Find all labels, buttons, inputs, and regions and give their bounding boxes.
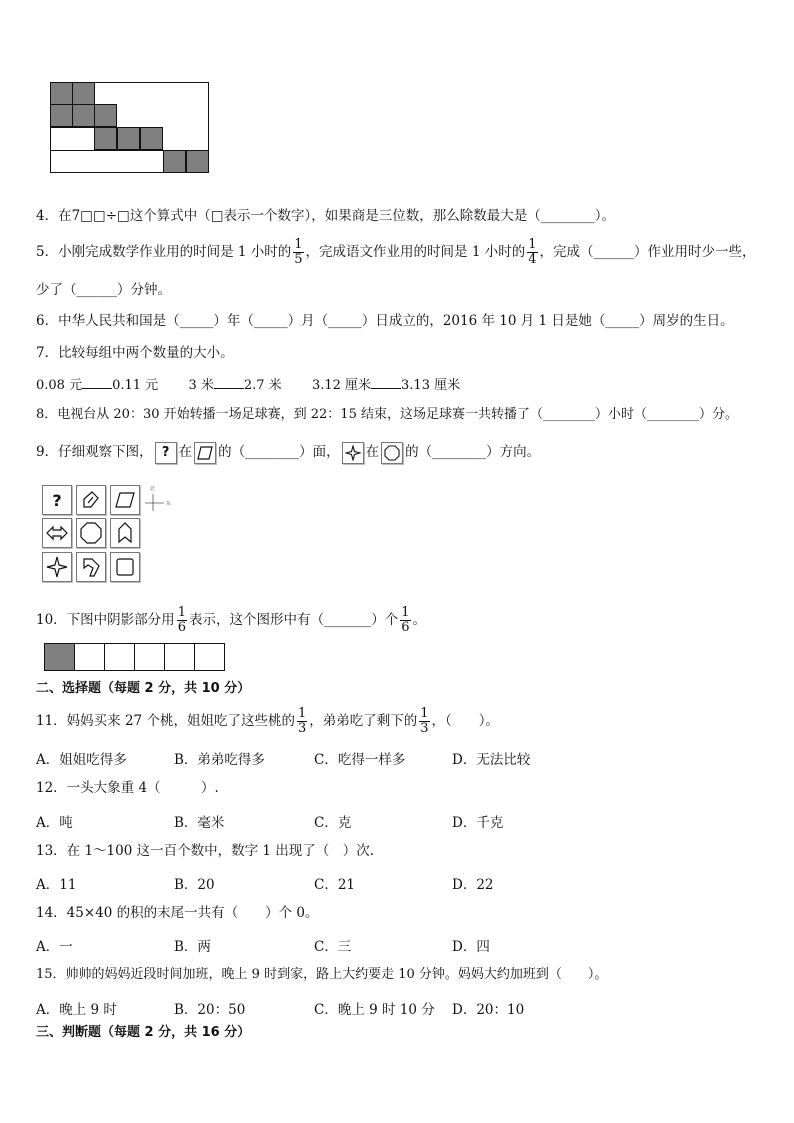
option-a[interactable]: A．吨 <box>36 815 73 831</box>
option-d[interactable]: D．22 <box>452 877 494 893</box>
option-a[interactable]: A．晚上 9 时 <box>36 1002 117 1018</box>
empty-cell <box>104 643 135 671</box>
question-15: 15．帅帅的妈妈近段时间加班，晚上 9 时到家，路上大约要走 10 分钟。妈妈大约加班到（ ）。 <box>36 967 608 982</box>
empty-cell <box>194 643 225 671</box>
option-d[interactable]: D．千克 <box>452 815 504 831</box>
bookmark-icon <box>110 518 140 548</box>
option-c[interactable]: C．晚上 9 时 10 分 <box>314 1002 435 1018</box>
option-d[interactable]: D．四 <box>452 939 490 955</box>
fraction: $\frac{1}{4}$ <box>528 237 537 267</box>
shaded-cell <box>72 104 95 127</box>
shaded-cell <box>50 82 73 105</box>
option-c[interactable]: C．吃得一样多 <box>314 752 406 768</box>
shaded-cell <box>140 127 163 150</box>
question-8: 8．电视台从 20：30 开始转播一场足球赛，到 22：15 结束，这场足球赛一共转播了（________）小时（________）分。 <box>36 407 738 422</box>
fraction: $\frac{1}{3}$ <box>297 706 307 736</box>
section-3-heading: 三、判断题（每题 2 分，共 16 分） <box>36 1025 251 1040</box>
option-b[interactable]: B．20：50 <box>174 1002 246 1018</box>
empty-cell <box>164 643 195 671</box>
fraction: $\frac{1}{6}$ <box>401 605 410 635</box>
shaded-cell <box>72 82 95 105</box>
question-7-items: 0.08 元 0.11 元 3 米 2.7 米 3.12 厘米 3.13 厘米 <box>36 375 460 395</box>
shaded-cell <box>50 104 73 127</box>
option-a[interactable]: A．姐姐吃得多 <box>36 752 127 768</box>
option-b[interactable]: B．两 <box>174 939 211 955</box>
leaf-shape-icon <box>76 485 106 515</box>
question-mark-icon: ? <box>155 442 177 464</box>
option-d[interactable]: D．20：10 <box>452 1002 525 1018</box>
question-5-line2: 少了（______）分钟。 <box>36 282 171 298</box>
question-7: 7．比较每组中两个数量的大小。 <box>36 345 234 361</box>
parallelogram-icon <box>110 485 140 515</box>
fraction: $\frac{1}{6}$ <box>177 605 186 635</box>
option-b[interactable]: B．弟弟吃得多 <box>174 752 265 768</box>
question-12: 12．一头大象重 4（ ）. <box>36 780 219 796</box>
option-d[interactable]: D．无法比较 <box>452 752 531 768</box>
option-a[interactable]: A．11 <box>36 877 77 893</box>
question-11: 11．妈妈买来 27 个桃，姐姐吃了这些桃的 $\frac{1}{3}$ ，弟弟吃了剩下的 $\frac{1}{3}$ ，（ ）。 <box>36 706 500 736</box>
question-4: 4．在7□□÷□这个算式中（□表示一个数字），如果商是三位数，那么除数最大是（________）。 <box>36 208 616 224</box>
fraction: $\frac{1}{5}$ <box>294 237 303 267</box>
square-icon <box>110 552 140 582</box>
question-9: 9．仔细观察下图， ? 在 的（________）面， 在 的（________）方向。 <box>36 440 540 464</box>
question-mark-icon: ? <box>42 485 72 515</box>
compass-icon: 北 东 <box>150 486 172 507</box>
question-6: 6．中华人民共和国是（_____）年（_____）月（_____）日成立的，2016 年 10 月 1 日是她（_____）周岁的生日。 <box>36 313 734 329</box>
empty-cell <box>134 643 165 671</box>
option-c[interactable]: C．三 <box>314 939 352 955</box>
option-c[interactable]: C．克 <box>314 815 352 831</box>
shaded-cell <box>94 104 117 127</box>
empty-cell <box>74 643 105 671</box>
shaded-cell <box>186 150 209 173</box>
question-5: 5．小刚完成数学作业用的时间是 1 小时的 $\frac{1}{5}$ ，完成语文作业用的时间是 1 小时的 $\frac{1}{4}$ ，完成（______）作业用时少一些， <box>36 237 756 267</box>
option-a[interactable]: A．一 <box>36 939 73 955</box>
question-10: 10．下图中阴影部分用 $\frac{1}{6}$ 表示，这个图形中有（_______）个 $\frac{1}{6}$ 。 <box>36 605 426 635</box>
shaded-cell <box>44 643 75 671</box>
octagon-icon <box>381 442 403 464</box>
shaded-cell <box>94 127 117 150</box>
option-b[interactable]: B．毫米 <box>174 815 225 831</box>
section-2-heading: 二、选择题（每题 2 分，共 10 分） <box>36 681 251 696</box>
octagon-icon <box>76 518 106 548</box>
parallelogram-icon <box>194 442 216 464</box>
shaded-cell <box>117 127 140 150</box>
option-c[interactable]: C．21 <box>314 877 356 893</box>
option-b[interactable]: B．20 <box>174 877 215 893</box>
four-point-star-icon <box>42 552 72 582</box>
double-arrow-icon <box>42 518 72 548</box>
hook-shape-icon <box>76 552 106 582</box>
shaded-cell <box>163 150 186 173</box>
question-14: 14．45×40 的积的末尾一共有（ ）个 0。 <box>36 905 319 921</box>
question-13: 13．在 1～100 这一百个数中，数字 1 出现了（ ）次. <box>36 843 375 859</box>
four-point-star-icon <box>342 442 364 464</box>
fraction: $\frac{1}{3}$ <box>420 706 429 736</box>
